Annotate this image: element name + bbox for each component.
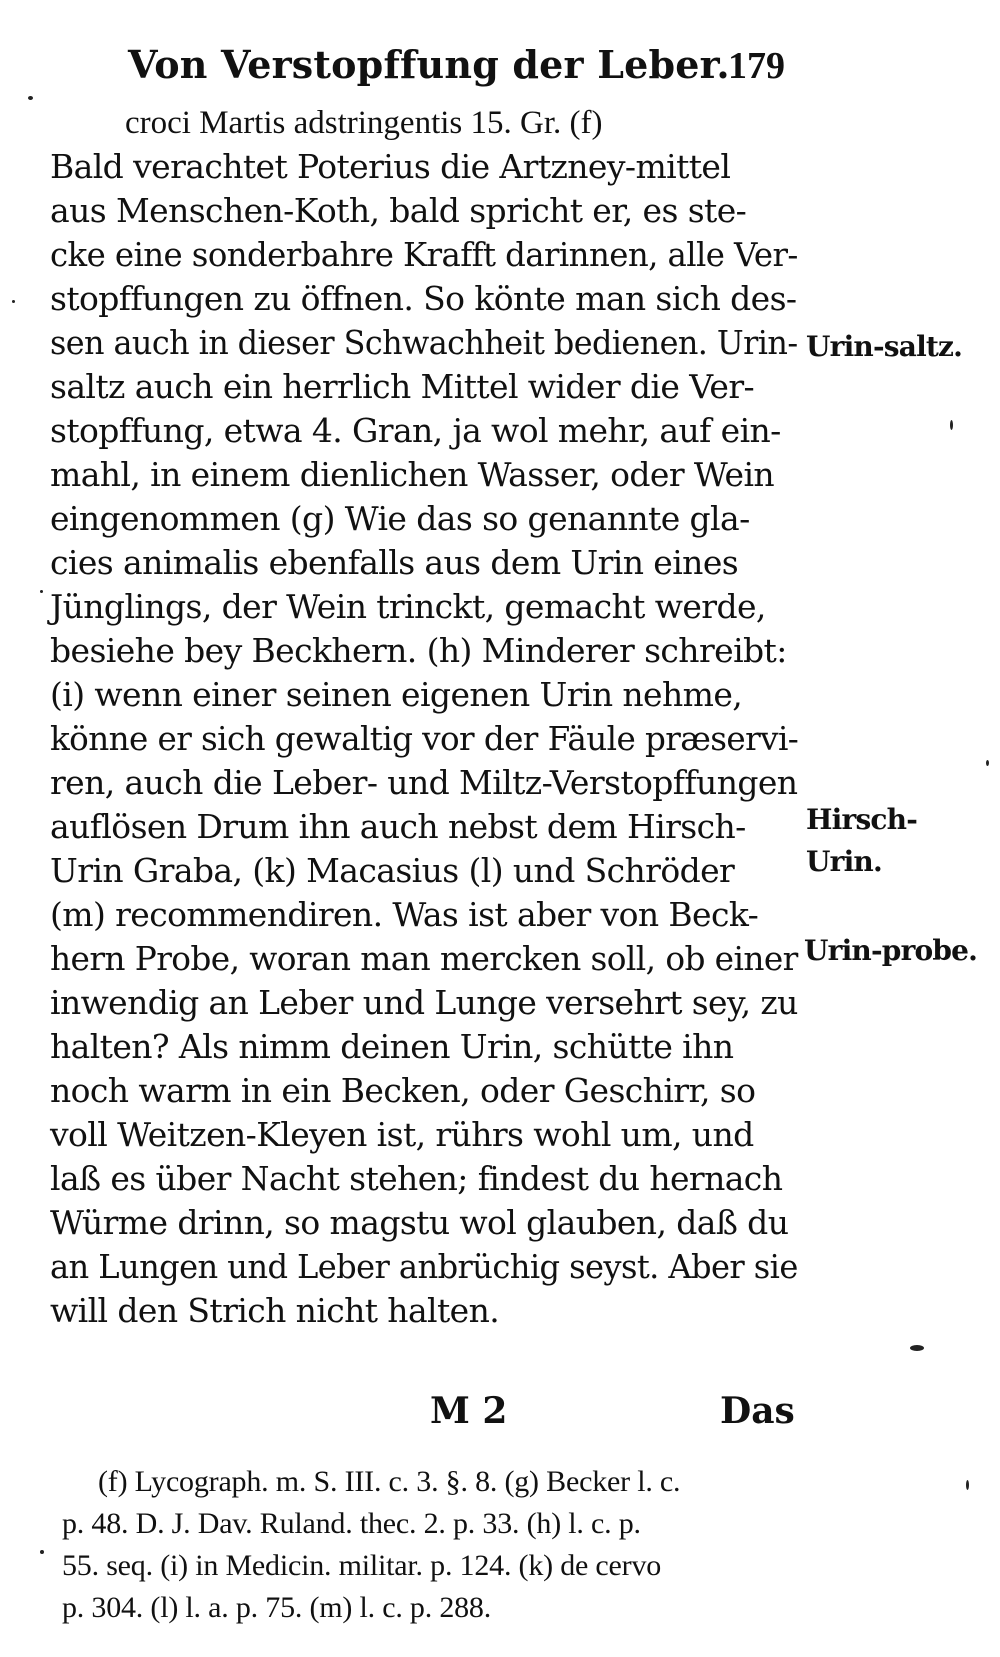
- text-line: stopffungen zu öffnen. So könte man sich des-: [50, 279, 797, 318]
- scan-speck: [28, 96, 33, 100]
- margin-note-urin-probe: Urin-probe.: [804, 934, 978, 967]
- text-line: an Lungen und Leber anbrüchig seyst. Aber sie: [50, 1247, 798, 1286]
- text-line: aus Menschen-Koth, bald spricht er, es ste-: [50, 191, 747, 230]
- text-line: (i) wenn einer seinen eigenen Urin nehme,: [50, 675, 743, 714]
- text-line: könne er sich gewaltig vor der Fäule præservi-: [50, 719, 799, 758]
- text-line: Bald verachtet Poterius die Artzney-mittel: [50, 147, 731, 186]
- footnote-line: p. 304. (l) l. a. p. 75. (m) l. c. p. 288.: [62, 1591, 492, 1624]
- running-title: Von Verstopffung der Leber.: [128, 42, 730, 87]
- scan-speck: [950, 420, 953, 430]
- page-number: 179: [728, 45, 785, 87]
- margin-note-urin: Urin.: [806, 845, 882, 878]
- text-line: Jünglings, der Wein trinckt, gemacht werde,: [50, 587, 766, 626]
- scan-speck: [40, 590, 43, 593]
- text-line: laß es über Nacht stehen; findest du hernach: [50, 1159, 783, 1198]
- text-line: hern Probe, woran man mercken soll, ob einer: [50, 939, 798, 978]
- footnote-line: (f) Lycograph. m. S. III. c. 3. §. 8. (g) Becker l. c.: [98, 1465, 681, 1498]
- margin-note-hirsch: Hirsch-: [806, 803, 918, 836]
- scan-speck: [986, 760, 989, 766]
- signature-mark: M 2: [430, 1390, 508, 1432]
- text-line: sen auch in dieser Schwachheit bedienen. Urin-: [50, 323, 798, 362]
- text-line: stopffung, etwa 4. Gran, ja wol mehr, auf ein-: [50, 411, 781, 450]
- text-line: inwendig an Leber und Lunge versehrt sey, zu: [50, 983, 798, 1022]
- running-header: [118, 38, 818, 90]
- text-line: cies animalis ebenfalls aus dem Urin eines: [50, 543, 739, 582]
- text-line: mahl, in einem dienlichen Wasser, oder Wein: [50, 455, 775, 494]
- text-line: cke eine sonderbahre Krafft darinnen, alle Ver-: [50, 235, 798, 274]
- scan-speck: [12, 300, 15, 303]
- text-line: eingenommen (g) Wie das so genannte gla-: [50, 499, 750, 538]
- scan-speck: [910, 1345, 924, 1351]
- text-line: Würme drinn, so magstu wol glauben, daß du: [50, 1203, 789, 1242]
- scan-speck: [40, 1550, 44, 1554]
- scan-speck: [966, 1480, 969, 1490]
- text-line: ren, auch die Leber- und Miltz-Verstopffungen: [50, 763, 798, 802]
- text-line: saltz auch ein herrlich Mittel wider die Ver-: [50, 367, 755, 406]
- text-line: noch warm in ein Becken, oder Geschirr, so: [50, 1071, 756, 1110]
- footnote-line: 55. seq. (i) in Medicin. militar. p. 124. (k) de cervo: [62, 1549, 662, 1582]
- footnote-line: p. 48. D. J. Dav. Ruland. thec. 2. p. 33. (h) l. c. p.: [62, 1507, 641, 1540]
- text-line: besiehe bey Beckhern. (h) Minderer schreibt:: [50, 631, 787, 670]
- text-line: auflösen Drum ihn auch nebst dem Hirsch-: [50, 807, 746, 846]
- text-line: halten? Als nimm deinen Urin, schütte ihn: [50, 1027, 734, 1066]
- text-line: Urin Graba, (k) Macasius (l) und Schröder: [50, 851, 735, 890]
- text-line: croci Martis adstringentis 15. Gr. (f): [125, 105, 603, 141]
- text-line: will den Strich nicht halten.: [50, 1291, 500, 1330]
- text-line: (m) recommendiren. Was ist aber von Beck-: [50, 895, 759, 934]
- text-line: voll Weitzen-Kleyen ist, rührs wohl um, und: [50, 1115, 754, 1154]
- catchword: Das: [720, 1390, 795, 1432]
- margin-note-urin-saltz: Urin-saltz.: [806, 330, 963, 363]
